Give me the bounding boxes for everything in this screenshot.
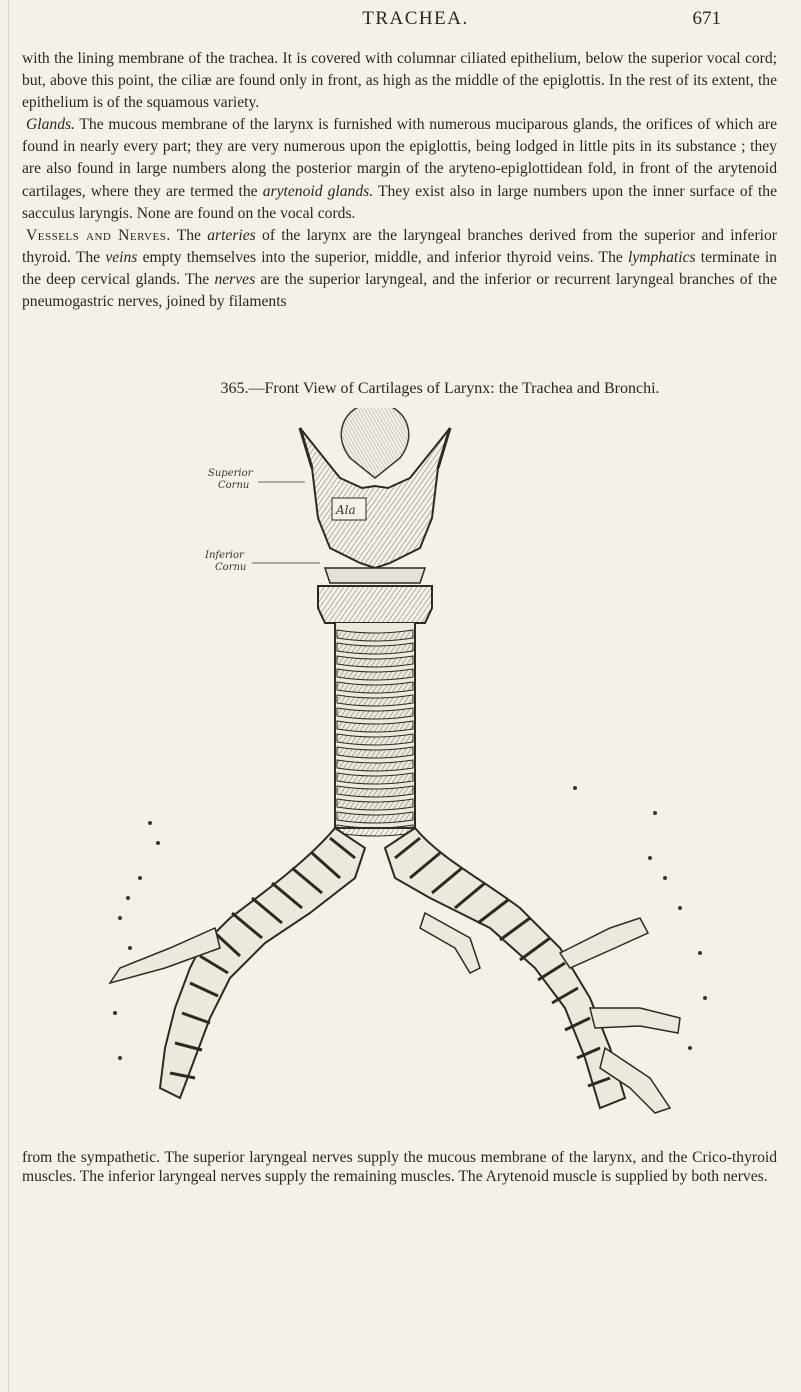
paragraph-vessels bbox=[22, 225, 777, 313]
left-bronchus bbox=[160, 828, 365, 1098]
body-text bbox=[22, 48, 777, 313]
cricoid-cartilage bbox=[318, 568, 432, 623]
paragraph-glands bbox=[22, 114, 777, 224]
running-header bbox=[110, 8, 721, 38]
epiglottis bbox=[341, 408, 408, 478]
vessels-text-d: terminate in the deep cervical glands. The bbox=[22, 248, 777, 288]
vessels-text-b: of the larynx are the laryngeal branches derived from the superior and inferior thyroid. The bbox=[22, 226, 777, 266]
right-bronchus bbox=[385, 828, 625, 1108]
glands-text-tail: They exist also in large numbers upon the inner surface of the sacculus laryngis. None are found on the vocal cords. bbox=[22, 182, 778, 222]
label-inferior-cornu: Cornu bbox=[215, 562, 247, 573]
vessels-text-c: empty themselves into the superior, middle, and inferior thyroid veins. The bbox=[142, 248, 623, 266]
page-number: 671 bbox=[692, 8, 721, 29]
glands-text: The mucous membrane of the larynx is furnished with numerous muciparous glands, the orifices of which are found in nearly every part; they are very numerous upon the epiglottis, being lodged in little pits in its substance ; they are also found in large numbers along the posterior margin of the aryteno-epiglottidean fold, in front of the arytenoid cartilages, where they are termed the bbox=[22, 116, 778, 200]
term-arteries: arteries bbox=[207, 226, 256, 244]
vessels-text-e: are the superior laryngeal, and the inferior or recurrent laryngeal branches of the pneumogastric nerves, joined by filaments bbox=[22, 270, 777, 311]
term-veins: veins bbox=[105, 248, 138, 266]
label-superior: Superior bbox=[208, 468, 253, 479]
label-ala: Ala bbox=[336, 503, 356, 517]
page-title: TRACHEA. bbox=[362, 8, 469, 29]
figure-caption: 365.—Front View of Cartilages of Larynx: the Trachea and Bronchi. bbox=[220, 380, 660, 397]
label-superior-cornu: Cornu bbox=[218, 480, 250, 491]
term-lymphatics: lymphatics bbox=[628, 248, 696, 266]
arytenoid-glands-term: arytenoid glands. bbox=[262, 182, 374, 200]
anatomical-illustration bbox=[0, 408, 801, 1148]
vessels-text-a: The bbox=[176, 226, 201, 244]
glands-heading: Glands. bbox=[26, 116, 75, 134]
label-inferior: Inferior bbox=[205, 550, 244, 561]
term-nerves: nerves bbox=[214, 270, 256, 288]
continuation-text: from the sympathetic. The superior laryngeal nerves supply the mucous membrane of the larynx, and the Crico-thyroid muscles. The inferior laryngeal nerves supply the remaining muscles. The Arytenoid muscle is supplied by both nerves. bbox=[22, 1149, 777, 1185]
vessels-heading: Vessels and Nerves. bbox=[26, 226, 171, 244]
larynx-trachea-figure bbox=[0, 408, 801, 1148]
paragraph-1: with the lining membrane of the trachea. It is covered with columnar ciliated epithelium, below the superior vocal cord; but, above this point, the ciliæ are found only in front, as high as the middle of the epiglottis. In the rest of its extent, the epithelium is of the squamous variety. bbox=[22, 50, 777, 112]
